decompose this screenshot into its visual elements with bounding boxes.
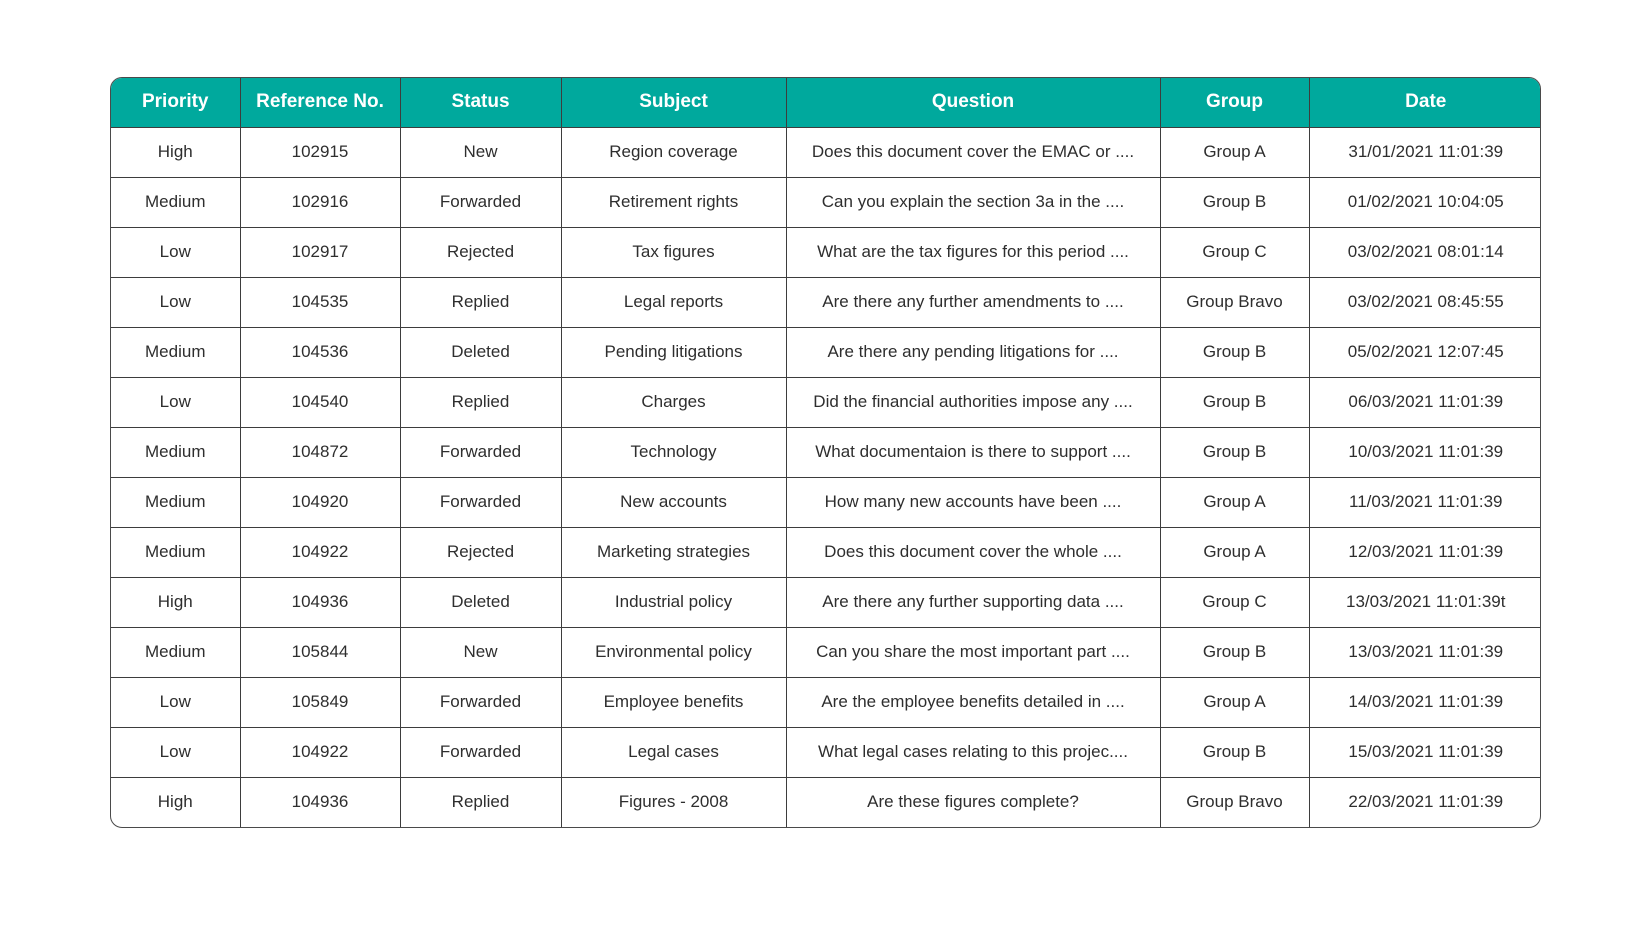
subject-cell: Legal cases [561, 727, 786, 777]
date-cell: 15/03/2021 11:01:39 [1309, 727, 1541, 777]
group-cell: Group C [1160, 577, 1309, 627]
reference-no-cell: 105849 [240, 677, 400, 727]
question-cell: Are the employee benefits detailed in .... [786, 677, 1160, 727]
table-row[interactable] [111, 627, 1541, 677]
date-cell: 12/03/2021 11:01:39 [1309, 527, 1541, 577]
subject-cell: Legal reports [561, 277, 786, 327]
status-cell: Forwarded [400, 477, 561, 527]
group-cell: Group B [1160, 327, 1309, 377]
group-cell: Group A [1160, 677, 1309, 727]
table-row[interactable] [111, 527, 1541, 577]
status-cell: Rejected [400, 227, 561, 277]
group-cell: Group A [1160, 127, 1309, 177]
reference-no-cell: 104920 [240, 477, 400, 527]
status-cell: Deleted [400, 327, 561, 377]
subject-cell: Tax figures [561, 227, 786, 277]
reference-no-cell: 104922 [240, 527, 400, 577]
subject-cell: Pending litigations [561, 327, 786, 377]
table-header [111, 78, 1541, 127]
date-cell: 13/03/2021 11:01:39 [1309, 627, 1541, 677]
group-cell: Group A [1160, 527, 1309, 577]
column-header-priority[interactable]: Priority [111, 78, 240, 127]
status-cell: Replied [400, 777, 561, 827]
question-cell: What legal cases relating to this projec.... [786, 727, 1160, 777]
table-row[interactable] [111, 727, 1541, 777]
subject-cell: Marketing strategies [561, 527, 786, 577]
group-cell: Group B [1160, 377, 1309, 427]
priority-cell: Medium [111, 527, 240, 577]
date-cell: 01/02/2021 10:04:05 [1309, 177, 1541, 227]
question-cell: Can you explain the section 3a in the .... [786, 177, 1160, 227]
reference-no-cell: 104922 [240, 727, 400, 777]
question-cell: Are there any further supporting data .... [786, 577, 1160, 627]
subject-cell: Technology [561, 427, 786, 477]
status-cell: Replied [400, 377, 561, 427]
priority-cell: Medium [111, 177, 240, 227]
reference-no-cell: 104535 [240, 277, 400, 327]
priority-cell: High [111, 127, 240, 177]
table-body [111, 127, 1541, 827]
group-cell: Group Bravo [1160, 277, 1309, 327]
table-row[interactable] [111, 327, 1541, 377]
column-header-status[interactable]: Status [400, 78, 561, 127]
date-cell: 05/02/2021 12:07:45 [1309, 327, 1541, 377]
status-cell: New [400, 627, 561, 677]
subject-cell: Employee benefits [561, 677, 786, 727]
column-header-group[interactable]: Group [1160, 78, 1309, 127]
subject-cell: Retirement rights [561, 177, 786, 227]
date-cell: 31/01/2021 11:01:39 [1309, 127, 1541, 177]
question-cell: Did the financial authorities impose any .... [786, 377, 1160, 427]
status-cell: Forwarded [400, 427, 561, 477]
subject-cell: Industrial policy [561, 577, 786, 627]
header-row [111, 78, 1541, 127]
reference-no-cell: 104936 [240, 577, 400, 627]
status-cell: Deleted [400, 577, 561, 627]
table-row[interactable] [111, 227, 1541, 277]
table-row[interactable] [111, 677, 1541, 727]
tickets-table [111, 78, 1541, 827]
reference-no-cell: 102917 [240, 227, 400, 277]
question-cell: Does this document cover the EMAC or .... [786, 127, 1160, 177]
status-cell: Replied [400, 277, 561, 327]
priority-cell: Medium [111, 327, 240, 377]
date-cell: 03/02/2021 08:45:55 [1309, 277, 1541, 327]
question-cell: How many new accounts have been .... [786, 477, 1160, 527]
date-cell: 10/03/2021 11:01:39 [1309, 427, 1541, 477]
table-row[interactable] [111, 577, 1541, 627]
status-cell: New [400, 127, 561, 177]
question-cell: What are the tax figures for this period .... [786, 227, 1160, 277]
reference-no-cell: 102916 [240, 177, 400, 227]
table-row[interactable] [111, 777, 1541, 827]
reference-no-cell: 104872 [240, 427, 400, 477]
subject-cell: Environmental policy [561, 627, 786, 677]
date-cell: 22/03/2021 11:01:39 [1348, 792, 1504, 812]
priority-cell: Medium [111, 477, 240, 527]
date-cell: 13/03/2021 11:01:39t [1309, 577, 1541, 627]
priority-cell: Low [111, 727, 240, 777]
date-cell: 11/03/2021 11:01:39 [1309, 477, 1541, 527]
priority-cell: Low [111, 227, 240, 277]
subject-cell: Region coverage [561, 127, 786, 177]
question-cell: Are these figures complete? [786, 777, 1160, 827]
question-cell: Are there any further amendments to .... [786, 277, 1160, 327]
priority-cell: Medium [111, 427, 240, 477]
group-cell: Group B [1160, 627, 1309, 677]
reference-no-cell: 104540 [240, 377, 400, 427]
table-row[interactable] [111, 427, 1541, 477]
column-header-reference-no[interactable]: Reference No. [240, 78, 400, 127]
priority-cell: Medium [111, 627, 240, 677]
table-row[interactable] [111, 127, 1541, 177]
reference-no-cell: 102915 [240, 127, 400, 177]
subject-cell: Figures - 2008 [561, 777, 786, 827]
reference-no-cell: 104936 [240, 777, 400, 827]
priority-cell: Low [111, 677, 240, 727]
status-cell: Forwarded [400, 727, 561, 777]
table-row[interactable] [111, 377, 1541, 427]
date-cell: 06/03/2021 11:01:39 [1309, 377, 1541, 427]
subject-cell: Charges [561, 377, 786, 427]
date-cell: 03/02/2021 08:01:14 [1309, 227, 1541, 277]
priority-cell: High [111, 777, 240, 827]
status-cell: Forwarded [400, 677, 561, 727]
column-header-date[interactable]: Date [1309, 78, 1541, 127]
question-cell: Does this document cover the whole .... [786, 527, 1160, 577]
reference-no-cell: 104536 [240, 327, 400, 377]
status-cell: Rejected [400, 527, 561, 577]
priority-cell: High [111, 577, 240, 627]
status-cell: Forwarded [400, 177, 561, 227]
group-cell: Group Bravo [1160, 777, 1309, 827]
column-header-question[interactable]: Question [786, 78, 1160, 127]
group-cell: Group C [1160, 227, 1309, 277]
priority-cell: Low [111, 277, 240, 327]
tickets-table-card [110, 77, 1541, 828]
subject-cell: New accounts [561, 477, 786, 527]
date-cell: 14/03/2021 11:01:39 [1309, 677, 1541, 727]
group-cell: Group A [1160, 477, 1309, 527]
table-row[interactable] [111, 177, 1541, 227]
group-cell: Group B [1160, 177, 1309, 227]
table-row[interactable] [111, 477, 1541, 527]
reference-no-cell: 105844 [240, 627, 400, 677]
column-header-subject[interactable]: Subject [561, 78, 786, 127]
group-cell: Group B [1160, 427, 1309, 477]
question-cell: Can you share the most important part .... [786, 627, 1160, 677]
priority-cell: Low [111, 377, 240, 427]
group-cell: Group B [1160, 727, 1309, 777]
table-row[interactable] [111, 277, 1541, 327]
question-cell: Are there any pending litigations for .... [786, 327, 1160, 377]
question-cell: What documentaion is there to support .... [786, 427, 1160, 477]
